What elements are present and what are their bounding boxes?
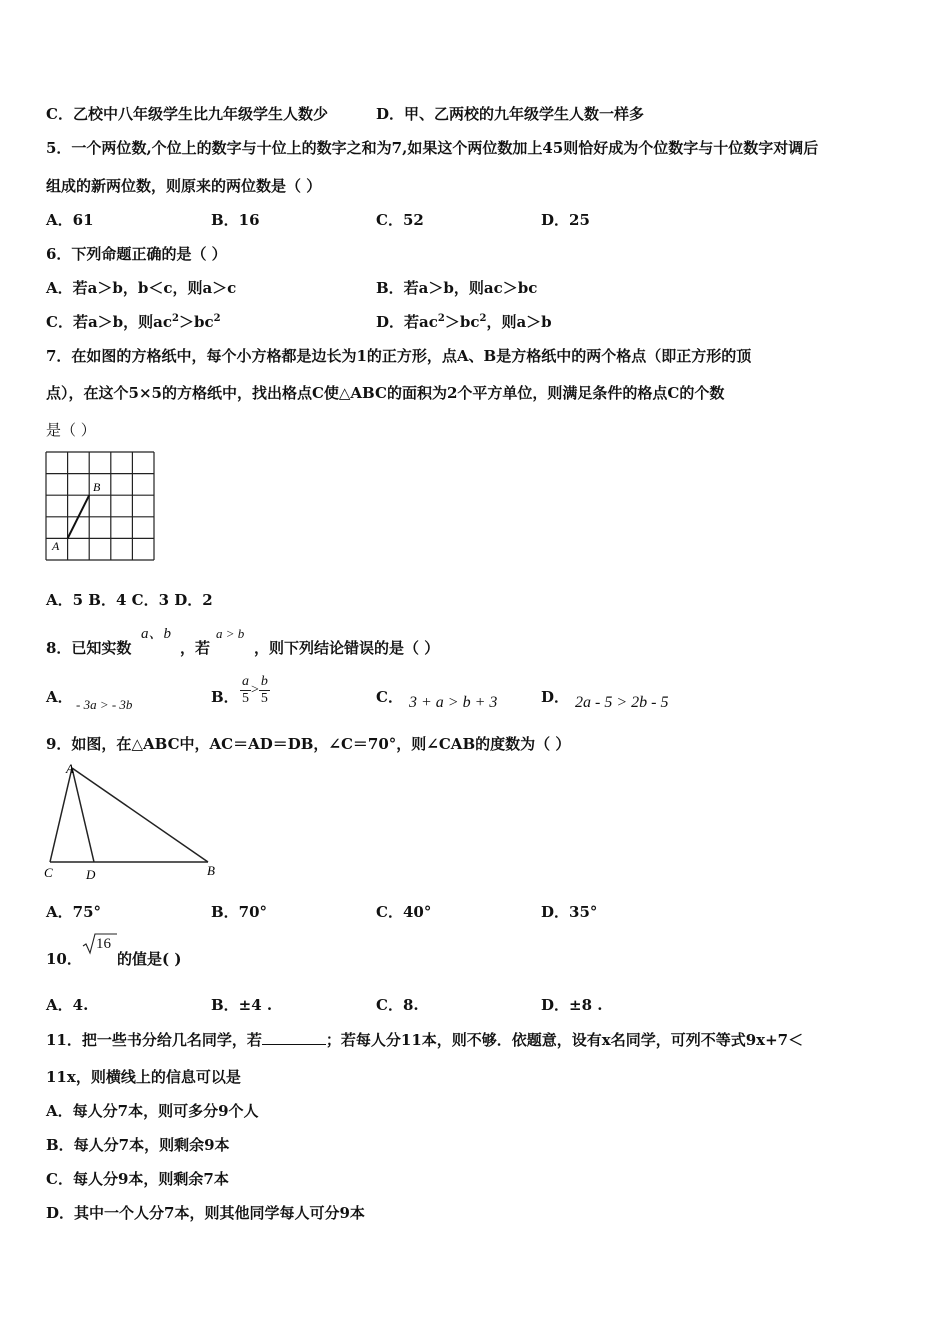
q8-option-d-expr: 2a - 5 > 2b - 5 <box>575 694 669 711</box>
q10-option-d: D．±8 . <box>541 996 603 1014</box>
q8-option-b-expr: $\frac{a}{5}$ > $\frac{b}{5}$ <box>242 674 268 706</box>
q8-option-c-label: C． <box>376 688 403 706</box>
q5-stem-line2: 组成的新两位数，则原来的两位数是（ ） <box>46 177 322 195</box>
q11-option-a: A．每人分7本，则可多分9个人 <box>46 1102 259 1120</box>
q10-option-a: A．4. <box>46 996 89 1014</box>
q9-point-c-label: C <box>44 865 53 880</box>
q8-stem: 8．已知实数 <box>46 639 132 657</box>
q9-option-d: D．35° <box>541 903 598 921</box>
q7-stem-line3: 是（ ） <box>46 421 96 439</box>
q10-option-b: B．±4 . <box>211 996 273 1014</box>
q9-point-b-label: B <box>207 863 215 878</box>
q8-vars: a、b <box>141 626 172 642</box>
q8-option-a-expr: - 3a > - 3b <box>76 697 133 712</box>
q6-option-d: D．若$ac^2>bc^2$，则a＞b <box>376 313 552 331</box>
q9-option-c: C．40° <box>376 903 432 921</box>
q5-option-b: B．16 <box>211 211 260 229</box>
q11-option-d: D．其中一个人分7本，则其他同学每人可分9本 <box>46 1204 365 1222</box>
q9-option-a: A．75° <box>46 903 102 921</box>
q8-option-a-label: A． <box>46 688 73 706</box>
q9-triangle-figure <box>40 758 230 884</box>
q6-stem: 6．下列命题正确的是（ ） <box>46 245 227 263</box>
q8-stem-post: ，则下列结论错误的是（ ） <box>254 639 440 657</box>
q8-condition: a > b <box>216 626 245 641</box>
q11-option-b: B．每人分7本，则剩余9本 <box>46 1136 230 1154</box>
q9-point-a-label: A <box>66 761 74 776</box>
q6-option-a: A．若a＞b，b＜c，则a＞c <box>46 279 237 297</box>
q5-option-c: C．52 <box>376 211 424 229</box>
q7-options: A．5 B．4 C．3 D．2 <box>46 591 213 609</box>
q11-option-c: C．每人分9本，则剩余7本 <box>46 1170 229 1188</box>
q11-stem-line2: 11x，则横线上的信息可以是 <box>46 1068 241 1086</box>
q5-option-d: D．25 <box>541 211 590 229</box>
q5-option-a: A．61 <box>46 211 94 229</box>
q7-stem-line1: 7．在如图的方格纸中，每个小方格都是边长为1的正方形，点A、B是方格纸中的两个格点（即正方形的顶 <box>46 347 752 365</box>
q6-option-c: C．若a＞b，则$ac^2>bc^2$ <box>46 313 221 331</box>
q4-option-c: C．乙校中八年级学生比九年级学生人数少 <box>46 105 328 123</box>
q9-stem: 9．如图，在△ABC中，AC＝AD＝DB，∠C＝70°，则∠CAB的度数为（ ） <box>46 735 571 753</box>
q10-stem-post: 的值是( ) <box>117 950 182 968</box>
q7-grid-figure <box>44 450 158 562</box>
q10-number: 10． <box>46 950 82 968</box>
q8-option-d-label: D． <box>541 688 570 706</box>
q8-stem-mid: ，若 <box>180 639 211 657</box>
q7-stem-line2: 点），在这个5×5的方格纸中，找出格点C使△ABC的面积为2个平方单位，则满足条件的格点C的个数 <box>46 384 725 402</box>
q8-option-c-expr: 3 + a > b + 3 <box>409 694 498 711</box>
q9-option-b: B．70° <box>211 903 268 921</box>
q5-stem-line1: 5．一个两位数,个位上的数字与十位上的数字之和为7,如果这个两位数加上45则恰好成为个位数字与十位数字对调后 <box>46 139 819 157</box>
q7-point-a-label: A <box>52 539 60 553</box>
q6-option-b: B．若a＞b，则ac＞bc <box>376 279 538 297</box>
q4-option-d: D．甲、乙两校的九年级学生人数一样多 <box>376 105 645 123</box>
q9-point-d-label: D <box>86 867 96 882</box>
q11-stem-line1: 11．把一些书分给几名同学，若 ；若每人分11本，则不够．依题意，设有x名同学，可列不等式9x+7＜ <box>46 1031 804 1049</box>
q7-point-b-label: B <box>93 480 101 494</box>
q8-option-b-label: B． <box>211 688 239 706</box>
q10-option-c: C．8. <box>376 996 419 1014</box>
q11-answer-blank[interactable] <box>262 1032 326 1045</box>
q10-radicand: 16 <box>96 936 111 952</box>
